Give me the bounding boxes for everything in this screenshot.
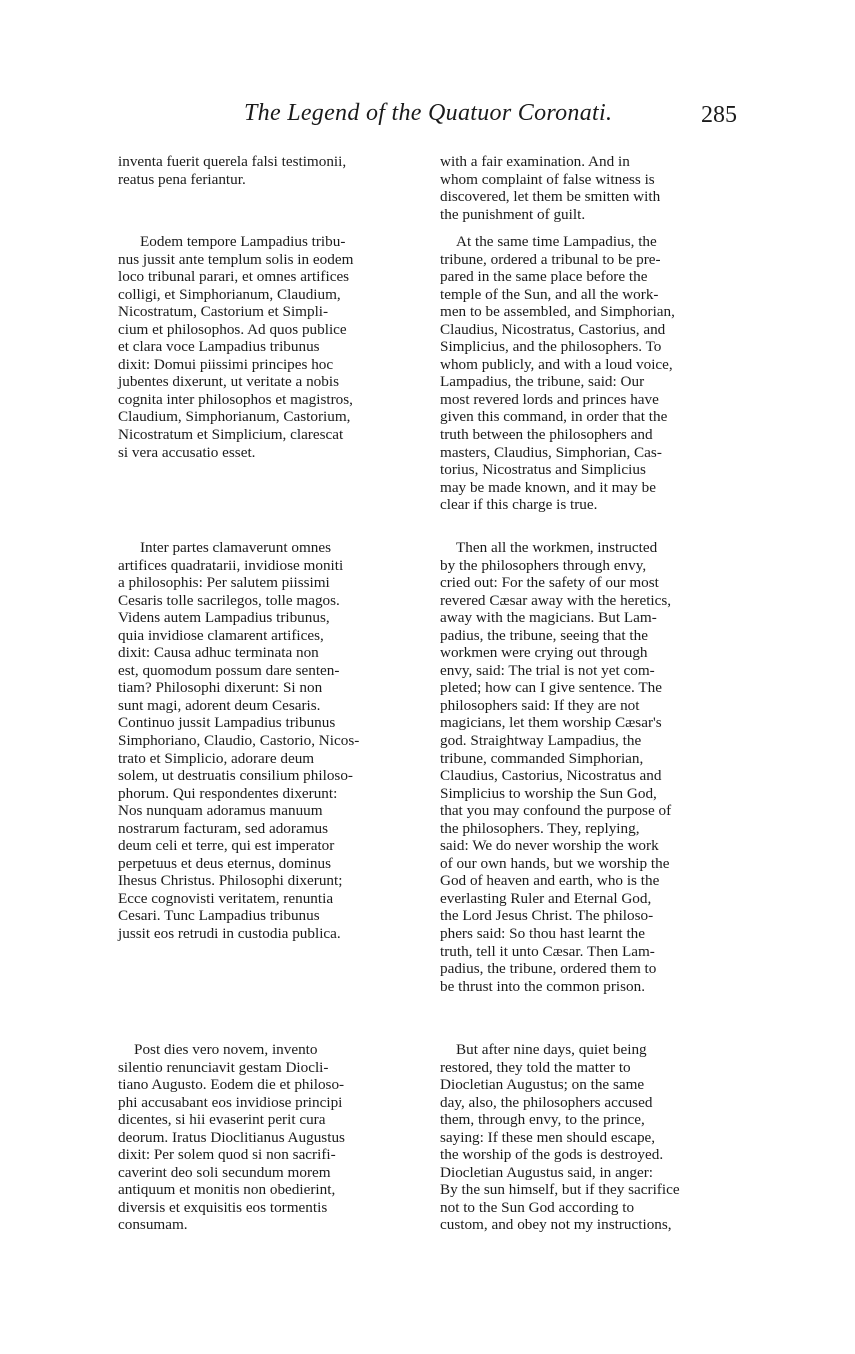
- text-line: men to be assembled, and Simphorian,: [440, 303, 675, 321]
- english-paragraph-3: [440, 539, 736, 995]
- text-line: dicentes, si hii evaserint perit cura: [118, 1111, 326, 1129]
- text-line: reatus pena feriantur.: [118, 170, 246, 188]
- text-line: jussit eos retrudi in custodia publica.: [118, 925, 341, 943]
- text-line: the Lord Jesus Christ. The philoso-: [440, 907, 654, 925]
- text-line: solem, ut destruatis consilium philoso-: [118, 767, 353, 785]
- text-line: cried out: For the safety of our most: [440, 574, 659, 592]
- text-line: jubentes dixerunt, ut veritate a nobis: [118, 373, 340, 391]
- text-line: tiam? Philosophi dixerunt: Si non: [118, 679, 323, 697]
- text-line: whom complaint of false witness is: [440, 170, 655, 188]
- text-line: a philosophis: Per salutem piissimi: [118, 574, 330, 592]
- text-line: But after nine days, quiet being: [456, 1041, 647, 1058]
- text-line: Inter partes clamaverunt omnes: [140, 539, 332, 556]
- text-line: temple of the Sun, and all the work-: [440, 285, 659, 303]
- text-line: loco tribunal parari, et omnes artifices: [118, 268, 350, 286]
- text-line: the punishment of guilt.: [440, 205, 586, 223]
- text-line: tribune, commanded Simphorian,: [440, 749, 644, 767]
- text-line: Lampadius, the tribune, said: Our: [440, 373, 645, 391]
- text-line: whom publicly, and with a loud voice,: [440, 355, 673, 373]
- text-line: phi accusabant eos invidiose principi: [118, 1093, 343, 1111]
- text-line: consumam.: [118, 1216, 188, 1234]
- text-line: pleted; how can I give sentence. The: [440, 679, 662, 697]
- text-line: nostrarum facturam, sed adoramus: [118, 819, 329, 837]
- text-line: Simplicius to worship the Sun God,: [440, 784, 657, 802]
- text-line: Cesaris tolle sacrilegos, tolle magos.: [118, 591, 340, 609]
- text-line: away with the magicians. But Lam-: [440, 609, 657, 627]
- text-line: Claudius, Nicostratus, Castorius, and: [440, 320, 666, 338]
- text-line: masters, Claudius, Simphorian, Cas-: [440, 443, 662, 461]
- text-line: Claudium, Simphorianum, Castorium,: [118, 408, 351, 426]
- text-line: with a fair examination. And in: [440, 153, 630, 170]
- text-line: inventa fuerit querela falsi testimonii,: [118, 153, 347, 170]
- english-paragraph-4: [440, 1041, 736, 1234]
- text-line: that you may confound the purpose of: [440, 802, 672, 820]
- text-line: Diocletian Augustus said, in anger:: [440, 1163, 654, 1181]
- text-line: god. Straightway Lampadius, the: [440, 732, 642, 750]
- text-line: given this command, in order that the: [440, 408, 668, 426]
- text-line: envy, said: The trial is not yet com-: [440, 661, 655, 679]
- text-line: Cesari. Tunc Lampadius tribunus: [118, 907, 320, 925]
- text-line: Videns autem Lampadius tribunus,: [118, 609, 330, 627]
- text-line: padius, the tribune, seeing that the: [440, 626, 648, 644]
- text-line: cognita inter philosophos et magistros,: [118, 390, 353, 408]
- text-line: trato et Simplicio, adorare deum: [118, 749, 315, 767]
- text-line: Simphoriano, Claudio, Castorio, Nicos-: [118, 732, 360, 750]
- text-line: philosophers said: If they are not: [440, 696, 640, 714]
- latin-paragraph-4: [118, 1041, 416, 1234]
- text-line: phorum. Qui respondentes dixerunt:: [118, 784, 338, 802]
- text-line: silentio renunciavit gestam Diocli-: [118, 1058, 329, 1076]
- text-line: artifices quadratarii, invidiose moniti: [118, 556, 344, 574]
- text-line: magicians, let them worship Cæsar's: [440, 714, 662, 732]
- text-line: of our own hands, but we worship the: [440, 854, 670, 872]
- text-line: quia invidiose clamarent artifices,: [118, 626, 324, 644]
- text-line: By the sun himself, but if they sacrifice: [440, 1181, 680, 1199]
- running-header: [0, 100, 855, 134]
- text-line: sunt magi, adorent deum Cesaris.: [118, 696, 321, 714]
- latin-paragraph-3: [118, 539, 416, 943]
- latin-paragraph-2: [118, 233, 416, 461]
- text-line: dixit: Causa adhuc terminata non: [118, 644, 319, 662]
- text-line: day, also, the philosophers accused: [440, 1093, 653, 1111]
- text-line: Post dies vero novem, invento: [134, 1041, 318, 1058]
- text-line: tiano Augusto. Eodem die et philoso-: [118, 1076, 345, 1094]
- text-line: most revered lords and princes have: [440, 390, 659, 408]
- text-line: saying: If these men should escape,: [440, 1128, 656, 1146]
- text-line: God of heaven and earth, who is the: [440, 872, 660, 890]
- text-line: perpetuus et deus eternus, dominus: [118, 854, 332, 872]
- text-line: Nicostratum et Simplicium, clarescat: [118, 426, 344, 444]
- text-line: may be made known, and it may be: [440, 478, 656, 496]
- text-line: Simplicius, and the philosophers. To: [440, 338, 662, 356]
- text-line: pared in the same place before the: [440, 268, 648, 286]
- text-line: cium et philosophos. Ad quos publice: [118, 320, 347, 338]
- page-number: 285: [701, 102, 737, 128]
- text-line: Ihesus Christus. Philosophi dixerunt;: [118, 872, 343, 890]
- text-line: At the same time Lampadius, the: [456, 233, 657, 250]
- text-line: diversis et exquisitis eos tormentis: [118, 1198, 328, 1216]
- text-line: them, through envy, to the prince,: [440, 1111, 645, 1129]
- text-line: deum celi et terre, qui est imperator: [118, 837, 335, 855]
- text-line: the philosophers. They, replying,: [440, 819, 640, 837]
- text-line: Eodem tempore Lampadius tribu-: [140, 233, 346, 250]
- text-line: Continuo jussit Lampadius tribunus: [118, 714, 336, 732]
- english-paragraph-2: [440, 233, 736, 514]
- latin-paragraph-1: [118, 153, 416, 188]
- text-line: Nos nunquam adoramus manuum: [118, 802, 323, 820]
- text-line: est, quomodum possum dare senten-: [118, 661, 340, 679]
- text-line: truth, tell it unto Cæsar. Then Lam-: [440, 942, 655, 960]
- text-line: antiquum et monitis non obedierint,: [118, 1181, 336, 1199]
- text-line: tribune, ordered a tribunal to be pre-: [440, 250, 661, 268]
- text-line: Diocletian Augustus; on the same: [440, 1076, 645, 1094]
- text-line: deorum. Iratus Dioclitianus Augustus: [118, 1128, 345, 1146]
- text-line: si vera accusatio esset.: [118, 443, 256, 461]
- text-line: discovered, let them be smitten with: [440, 188, 661, 206]
- text-line: Claudius, Castorius, Nicostratus and: [440, 767, 662, 785]
- text-line: said: We do never worship the work: [440, 837, 659, 855]
- english-paragraph-1: [440, 153, 736, 223]
- text-line: custom, and obey not my instructions,: [440, 1216, 672, 1234]
- text-line: nus jussit ante templum solis in eodem: [118, 250, 354, 268]
- text-line: phers said: So thou hast learnt the: [440, 925, 645, 943]
- text-line: not to the Sun God according to: [440, 1198, 635, 1216]
- text-line: workmen were crying out through: [440, 644, 648, 662]
- text-line: everlasting Ruler and Eternal God,: [440, 889, 652, 907]
- text-line: et clara voce Lampadius tribunus: [118, 338, 320, 356]
- text-line: torius, Nicostratus and Simplicius: [440, 461, 646, 479]
- text-line: dixit: Per solem quod si non sacrifi-: [118, 1146, 336, 1164]
- text-line: dixit: Domui piissimi principes hoc: [118, 355, 334, 373]
- text-line: clear if this charge is true.: [440, 496, 598, 514]
- text-line: by the philosophers through envy,: [440, 556, 647, 574]
- text-line: Ecce cognovisti veritatem, renuntia: [118, 889, 334, 907]
- text-line: restored, they told the matter to: [440, 1058, 631, 1076]
- text-line: be thrust into the common prison.: [440, 977, 646, 995]
- text-line: Nicostratum, Castorium et Simpli-: [118, 303, 329, 321]
- text-line: padius, the tribune, ordered them to: [440, 960, 657, 978]
- text-line: colligi, et Simphorianum, Claudium,: [118, 285, 341, 303]
- text-line: the worship of the gods is destroyed.: [440, 1146, 664, 1164]
- text-line: Then all the workmen, instructed: [456, 539, 658, 556]
- text-line: caverint deo soli secundum morem: [118, 1163, 331, 1181]
- text-line: truth between the philosophers and: [440, 426, 653, 444]
- running-title: The Legend of the Quatuor Coronati.: [244, 100, 613, 126]
- text-line: revered Cæsar away with the heretics,: [440, 591, 672, 609]
